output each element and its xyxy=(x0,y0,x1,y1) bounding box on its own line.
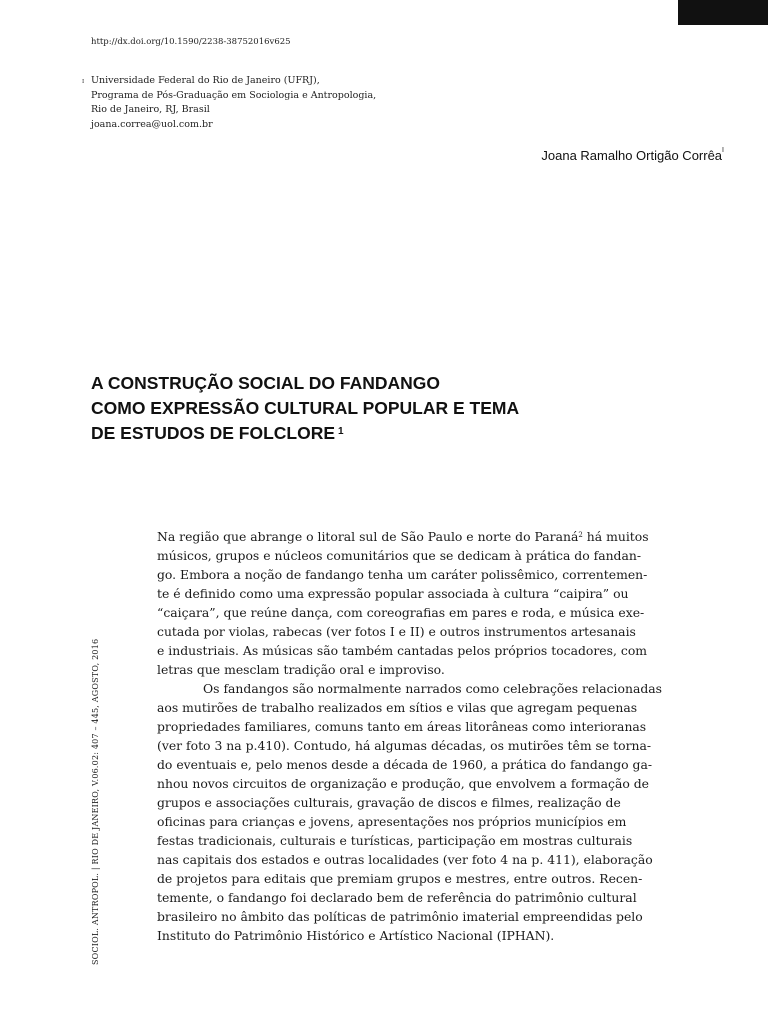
body-line: músicos, grupos e núcleos comunitários que se dedicam à prática do fandan- xyxy=(157,548,642,563)
body-line: de projetos para editais que premiam grupos e mestres, entre outros. Recen- xyxy=(157,871,643,886)
doi-link[interactable]: http://dx.doi.org/10.1590/2238-38752016v625 xyxy=(91,37,291,47)
body-line: aos mutirões de trabalho realizados em sítios e vilas que agregam pequenas xyxy=(157,700,638,715)
affiliation-line: Rio de Janeiro, RJ, Brasil xyxy=(91,104,210,115)
title-line-text: DE ESTUDOS DE FOLCLORE xyxy=(91,423,336,443)
body-line: festas tradicionais, culturais e turísticas, participação em mostras culturais xyxy=(157,833,633,848)
body-line: nas capitais dos estados e outras localidades (ver foto 4 na p. 411), elaboração xyxy=(157,852,653,867)
body-line: do eventuais e, pelo menos desde a década de 1960, a prática do fandango ga- xyxy=(157,757,653,772)
body-line: nhou novos circuitos de organização e produção, que envolvem a formação de xyxy=(157,776,649,791)
body-line: propriedades familiares, comuns tanto em áreas litorâneas como interioranas xyxy=(157,719,647,734)
body-line: te é definido como uma expressão popular associada à cultura “caipira” ou xyxy=(157,586,629,601)
body-line: Instituto do Patrimônio Histórico e Artístico Nacional (IPHAN). xyxy=(157,928,555,943)
running-head: SOCIOL. ANTROPOL. | RIO DE JANEIRO, V.06.02: 407 – 445, AGOSTO, 2016 xyxy=(91,638,100,965)
footnote-marker: 2 xyxy=(578,531,583,539)
body-line-tail: há muitos xyxy=(582,529,649,544)
author-name xyxy=(541,148,724,163)
body-line: go. Embora a noção de fandango tenha um caráter polissêmico, correntemen- xyxy=(157,567,648,582)
affiliation-line: Universidade Federal do Rio de Janeiro (UFRJ), xyxy=(91,75,320,86)
title-line-last xyxy=(91,421,519,446)
body-line-text: Na região que abrange o litoral sul de São Paulo e norte do Paraná xyxy=(157,529,579,544)
body-line: brasileiro no âmbito das políticas de patrimônio imaterial empreendidas pelo xyxy=(157,909,643,924)
affiliation-block xyxy=(82,74,376,132)
body-line: e industriais. As músicas são também cantadas pelos próprios tocadores, com xyxy=(157,643,648,658)
body-line: grupos e associações culturais, gravação de discos e filmes, realização de xyxy=(157,795,621,810)
body-line: cutada por violas, rabecas (ver fotos I e II) e outros instrumentos artesanais xyxy=(157,624,636,639)
body-line-indented: Os fandangos são normalmente narrados como celebrações relacionadas xyxy=(203,681,663,696)
affiliation-marker: I xyxy=(82,79,85,85)
body-line: “caiçara”, que reúne dança, com coreografias em pares e roda, e música exe- xyxy=(157,605,645,620)
body-line: temente, o fandango foi declarado bem de referência do patrimônio cultural xyxy=(157,890,637,905)
article-title xyxy=(91,371,519,446)
author-affiliation-marker: I xyxy=(722,147,724,154)
affiliation-line: Programa de Pós-Graduação em Sociologia e Antropologia, xyxy=(91,89,377,101)
body-line: (ver foto 3 na p.410). Contudo, há algumas décadas, os mutirões têm se torna- xyxy=(157,738,652,753)
body-line xyxy=(157,527,677,546)
article-body xyxy=(157,527,677,945)
affiliation-email[interactable]: joana.correa@uol.com.br xyxy=(91,118,213,130)
title-line: A CONSTRUÇÃO SOCIAL DO FANDANGO xyxy=(91,373,441,393)
corner-tab xyxy=(678,0,768,25)
title-footnote-marker: 1 xyxy=(338,426,344,437)
body-line: oficinas para crianças e jovens, apresentações nos próprios municípios em xyxy=(157,814,627,829)
author-name-text: Joana Ramalho Ortigão Corrêa xyxy=(541,148,723,163)
body-line: letras que mesclam tradição oral e improviso. xyxy=(157,662,445,677)
title-line: COMO EXPRESSÃO CULTURAL POPULAR E TEMA xyxy=(91,398,520,418)
